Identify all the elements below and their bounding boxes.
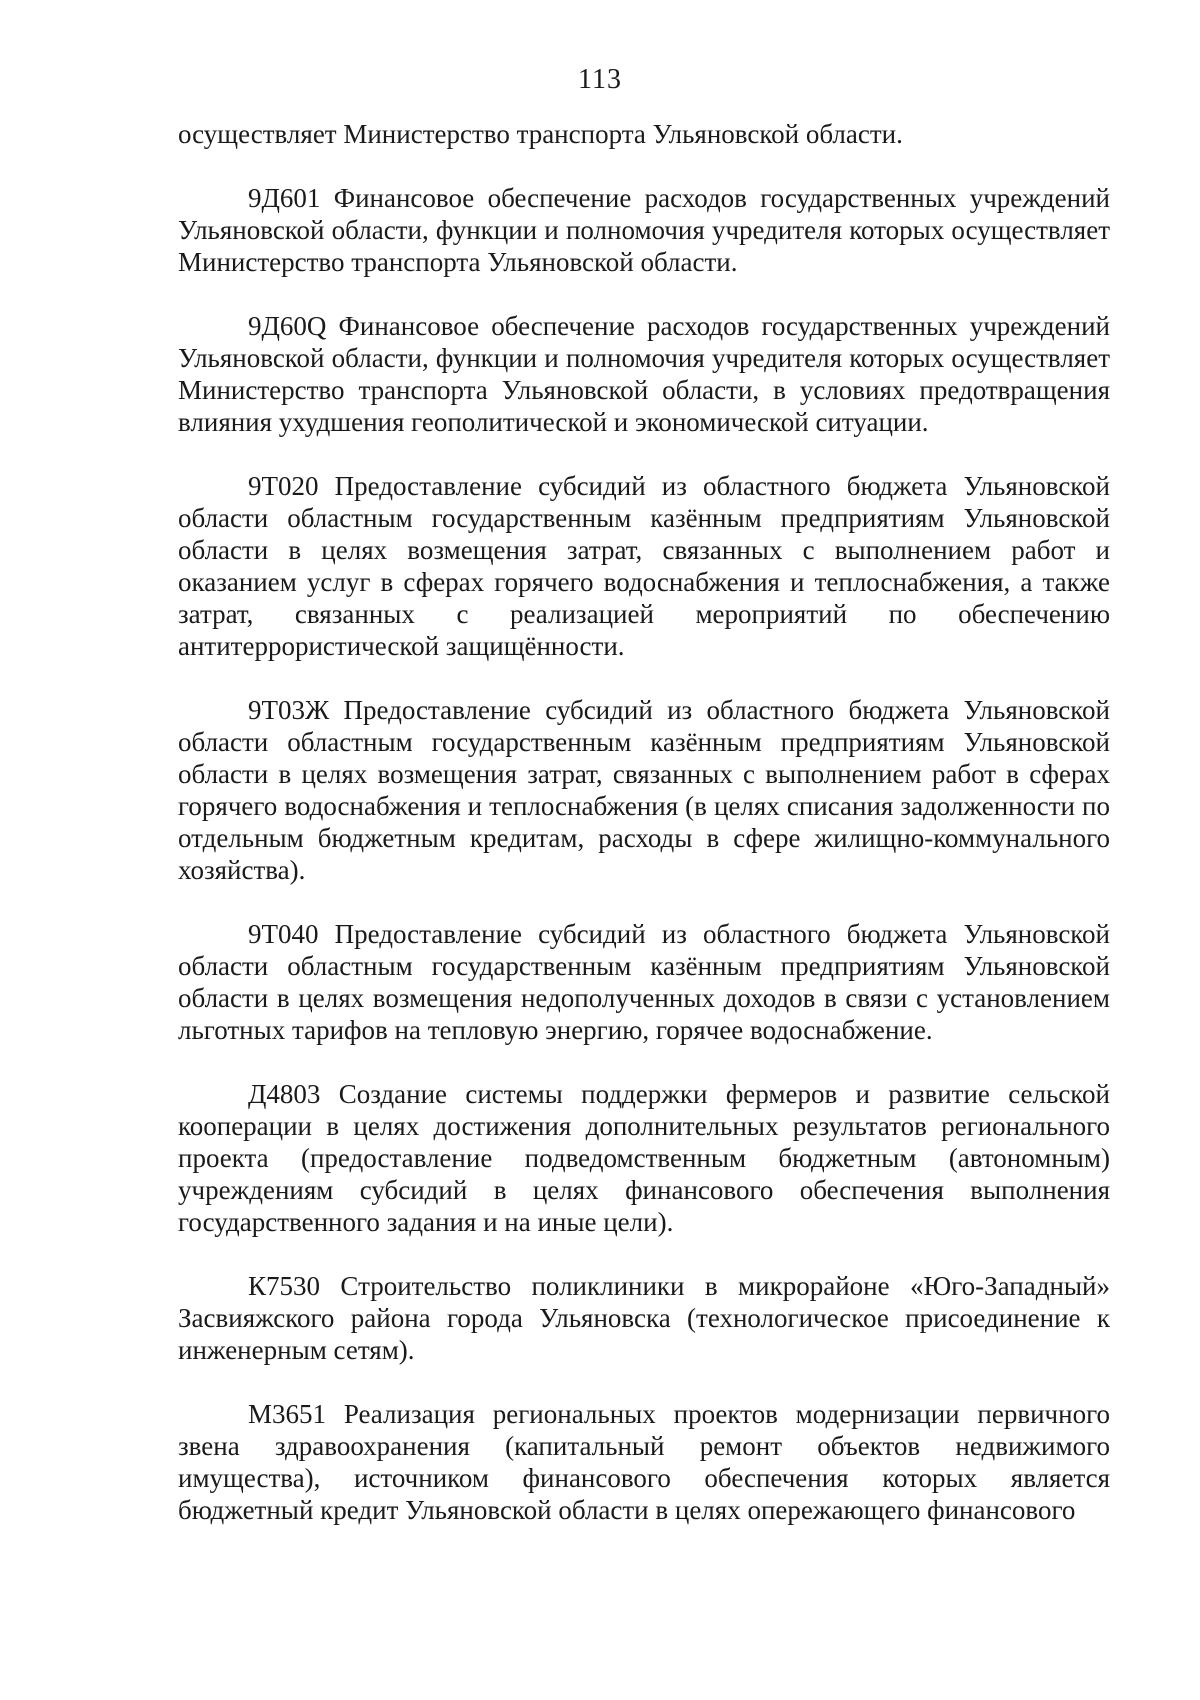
document-body — [178, 118, 1110, 1526]
paragraph-d4803: Д4803 Создание системы поддержки фермеров и развитие сельской кооперации в целях достижения дополнительных результатов регионального проекта (предоставление подведомственным бюджетным (автономным) учреждениям субсидий в целях финансового обеспечения выполнения государственного задания и на иные цели). — [178, 1079, 1110, 1237]
paragraph-9t040: 9Т040 Предоставление субсидий из областного бюджета Ульяновской области областным государственным казённым предприятиям Ульяновской области в целях возмещения недополученных доходов в связи с установлением льготных тарифов на тепловую энергию, горячее водоснабжение. — [178, 919, 1110, 1045]
paragraph-9t03zh: 9Т03Ж Предоставление субсидий из областного бюджета Ульяновской области областным государственным казённым предприятиям Ульяновской области в целях возмещения затрат, связанных с выполнением работ в сферах горячего водоснабжения и теплоснабжения (в целях списания задолженности по отдельным бюджетным кредитам, расходы в сфере жилищно-коммунального хозяйства). — [178, 695, 1110, 885]
paragraph-m3651: М3651 Реализация региональных проектов модернизации первичного звена здравоохранения (капитальный ремонт объектов недвижимого имущества), источником финансового обеспечения которых является бюджетный кредит Ульяновской области в целях опережающего финансового — [178, 1399, 1110, 1525]
paragraph-9t020: 9Т020 Предоставление субсидий из областного бюджета Ульяновской области областным государственным казённым предприятиям Ульяновской области в целях возмещения затрат, связанных с выполнением работ и оказанием услуг в сферах горячего водоснабжения и теплоснабжения, а также затрат, связанных с реализацией мероприятий по обеспечению антитеррористической защищённости. — [178, 471, 1110, 661]
paragraph-continuation: осуществляет Министерство транспорта Ульяновской области. — [178, 119, 903, 149]
paragraph-9d601: 9Д601 Финансовое обеспечение расходов государственных учреждений Ульяновской области, функции и полномочия учредителя которых осуществляет Министерство транспорта Ульяновской области. — [178, 183, 1110, 277]
paragraph-k7530: К7530 Строительство поликлиники в микрорайоне «Юго-Западный» Засвияжского района города Ульяновска (технологическое присоединение к инженерным сетям). — [178, 1271, 1110, 1365]
page-number: 113 — [578, 64, 622, 95]
paragraph-9d60q: 9Д60Q Финансовое обеспечение расходов государственных учреждений Ульяновской области, функции и полномочия учредителя которых осуществляет Министерство транспорта Ульяновской области, в условиях предотвращения влияния ухудшения геополитической и экономической ситуации. — [178, 311, 1110, 437]
